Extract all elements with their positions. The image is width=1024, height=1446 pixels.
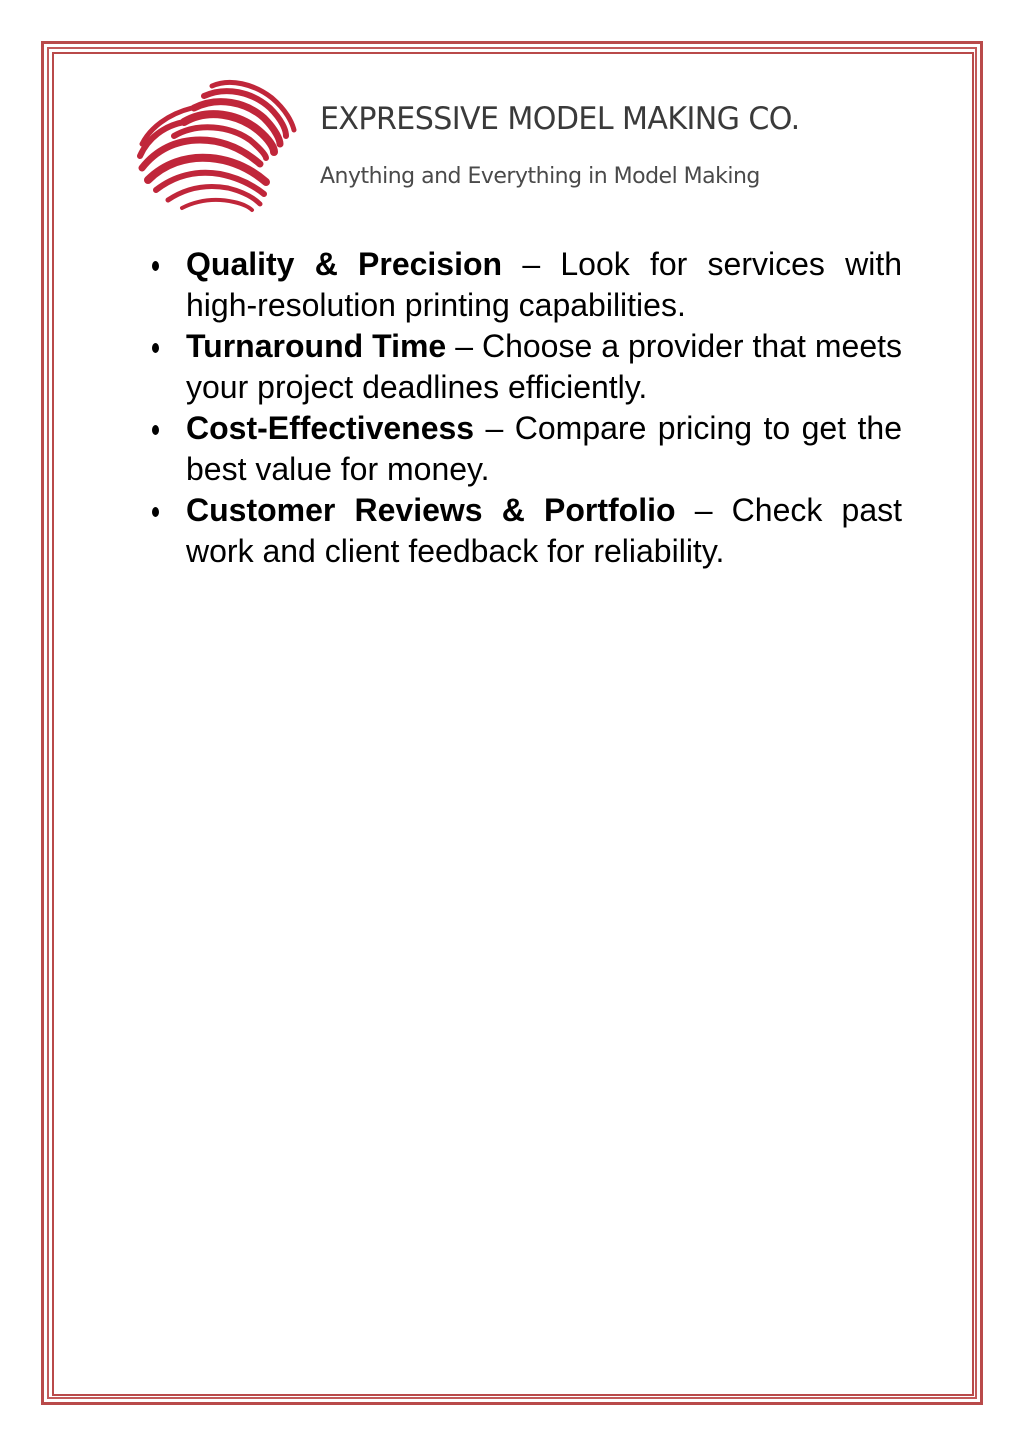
- bullet-term: Cost-Effectiveness: [186, 410, 475, 446]
- bullet-term: Turnaround Time: [186, 328, 447, 364]
- list-item: [140, 408, 902, 490]
- company-tagline: Anything and Everything in Model Making: [320, 164, 760, 189]
- red-wave-swirl-logo-icon: [134, 78, 298, 216]
- bullet-term: Customer Reviews & Portfolio: [186, 492, 676, 528]
- company-name: EXPRESSIVE MODEL MAKING CO.: [320, 101, 800, 137]
- bullet-icon: [152, 425, 159, 435]
- selection-criteria-list: [140, 244, 902, 572]
- bullet-text: Look for services with high-resolution printing capabilities.: [186, 246, 903, 323]
- list-item: [140, 244, 902, 326]
- bullet-text: Choose a provider that meets your project deadlines efficiently.: [186, 328, 903, 405]
- bullet-icon: [152, 343, 159, 353]
- bullet-term: Quality & Precision: [186, 246, 503, 282]
- bullet-icon: [152, 507, 159, 517]
- bullet-text: Check past work and client feedback for reliability.: [186, 492, 902, 569]
- bullet-separator: –: [502, 246, 561, 282]
- bullet-separator: –: [446, 328, 482, 364]
- bullet-separator: –: [474, 410, 515, 446]
- list-item: [140, 326, 902, 408]
- bullet-separator: –: [675, 492, 732, 528]
- bullet-icon: [152, 261, 159, 271]
- bullet-text: Compare pricing to get the best value for money.: [186, 410, 902, 487]
- list-item: [140, 490, 902, 572]
